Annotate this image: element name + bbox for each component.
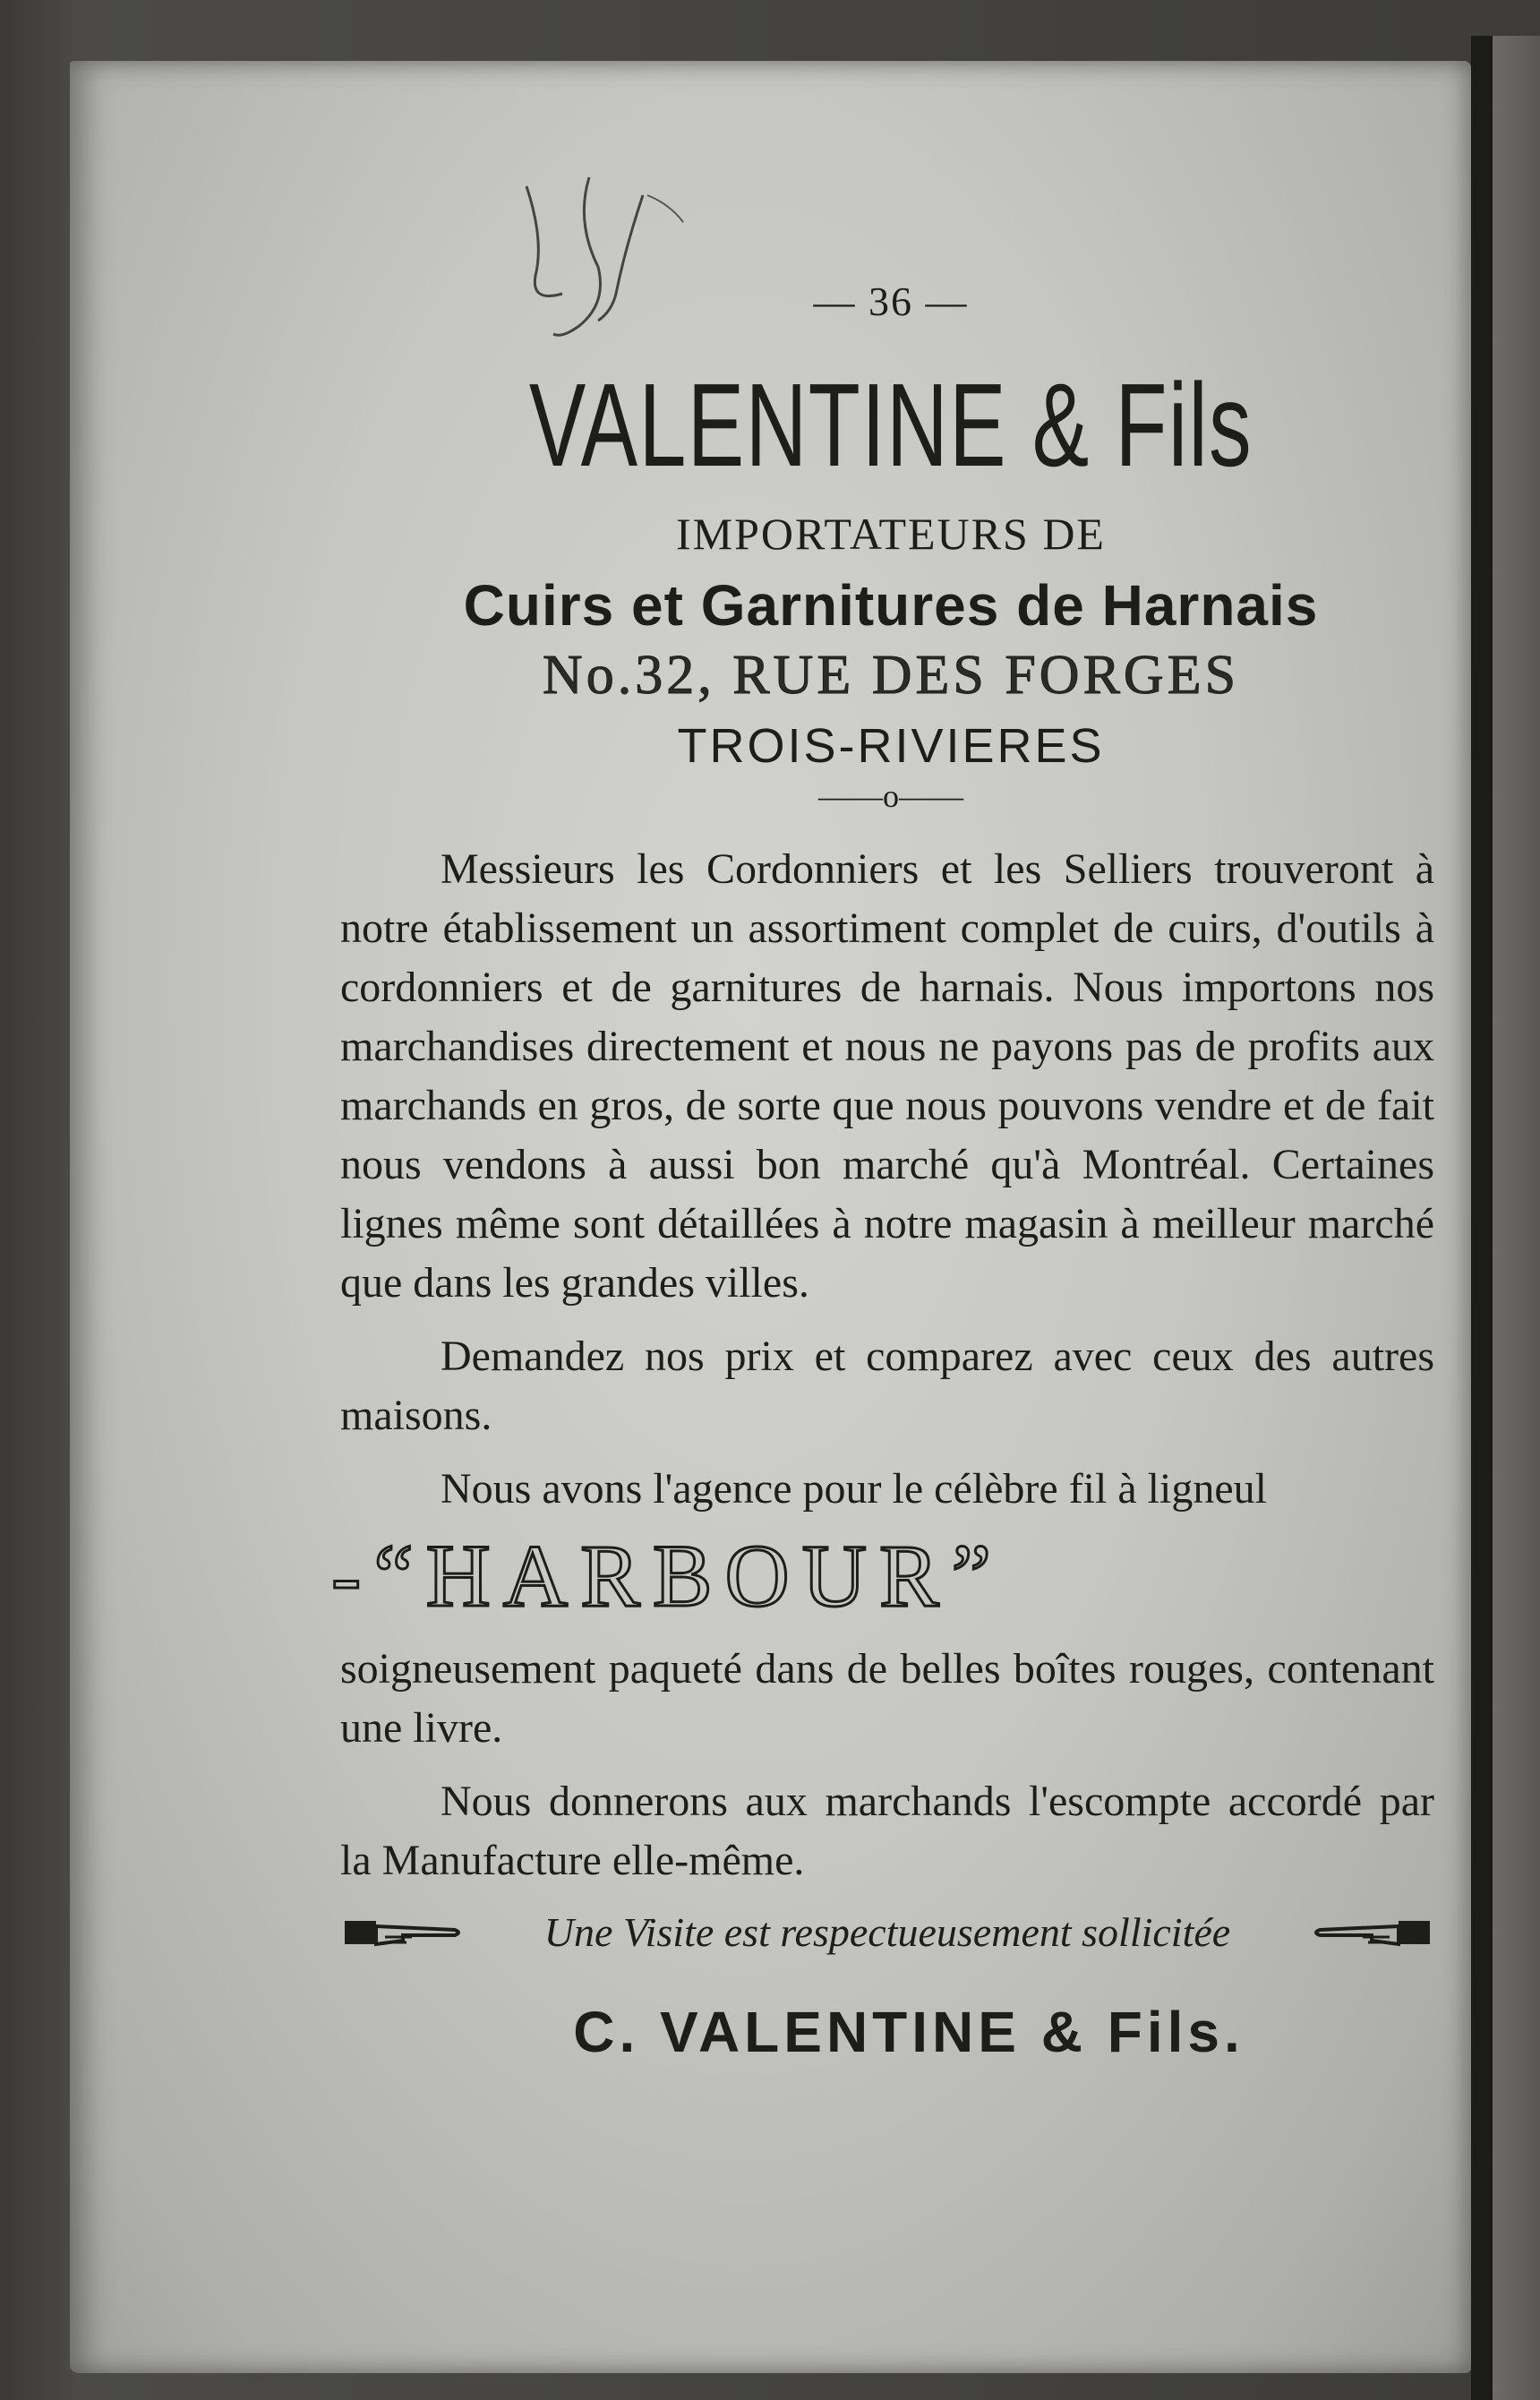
binding-spine — [1471, 36, 1493, 2400]
specialty-heading: Cuirs et Garnitures de Harnais — [463, 573, 1319, 638]
visit-text: Une Visite est respectueusement sollicitée — [543, 1909, 1231, 1955]
brand-name: -“HARBOUR” — [331, 1526, 1005, 1625]
advertisement — [331, 278, 1442, 2065]
subtitle: IMPORTATEURS DE — [676, 509, 1106, 559]
divider: ——o—— — [818, 778, 963, 814]
page-number: — 36 — — [813, 279, 969, 324]
city: TROIS-RIVIERES — [677, 719, 1105, 773]
pointing-hand-right-icon — [340, 1910, 466, 1955]
visit-line — [340, 1908, 1434, 1956]
paragraph-packaging: soigneusement paqueté dans de belles boîtes rouges, contenant une livre. — [340, 1645, 1434, 1752]
firm-title: VALENTINE & Fils — [528, 359, 1253, 491]
paragraph-prices: Demandez nos prix et comparez avec ceux des autres maisons. — [340, 1333, 1434, 1439]
paragraph-agency: Nous avons l'agence pour le célèbre fil à ligneul — [441, 1465, 1267, 1513]
paragraph-intro: Messieurs les Cordonniers et les Selliers trouveront à notre établissement un assortiment complet de cuirs, d'outils à cordonniers et de garnitures de harnais. Nous importons nos marchandises directement et nous ne payons pas de profits aux marchands en gros, de sorte que nous pouvons vendre et de fait nous vendons à aussi bon marché qu'à Montréal. Certaines lignes même sont détaillées à notre magasin à meilleur marché que dans les grandes villes. — [340, 845, 1434, 1307]
street-address: No.32, RUE DES FORGES — [542, 645, 1240, 706]
facing-page-edge — [1493, 36, 1540, 2400]
signature: C. VALENTINE & Fils. — [573, 2000, 1245, 2064]
paragraph-discount: Nous donnerons aux marchands l'escompte accordé par la Manufacture elle-même. — [340, 1778, 1434, 1884]
pointing-hand-left-icon — [1309, 1910, 1434, 1955]
